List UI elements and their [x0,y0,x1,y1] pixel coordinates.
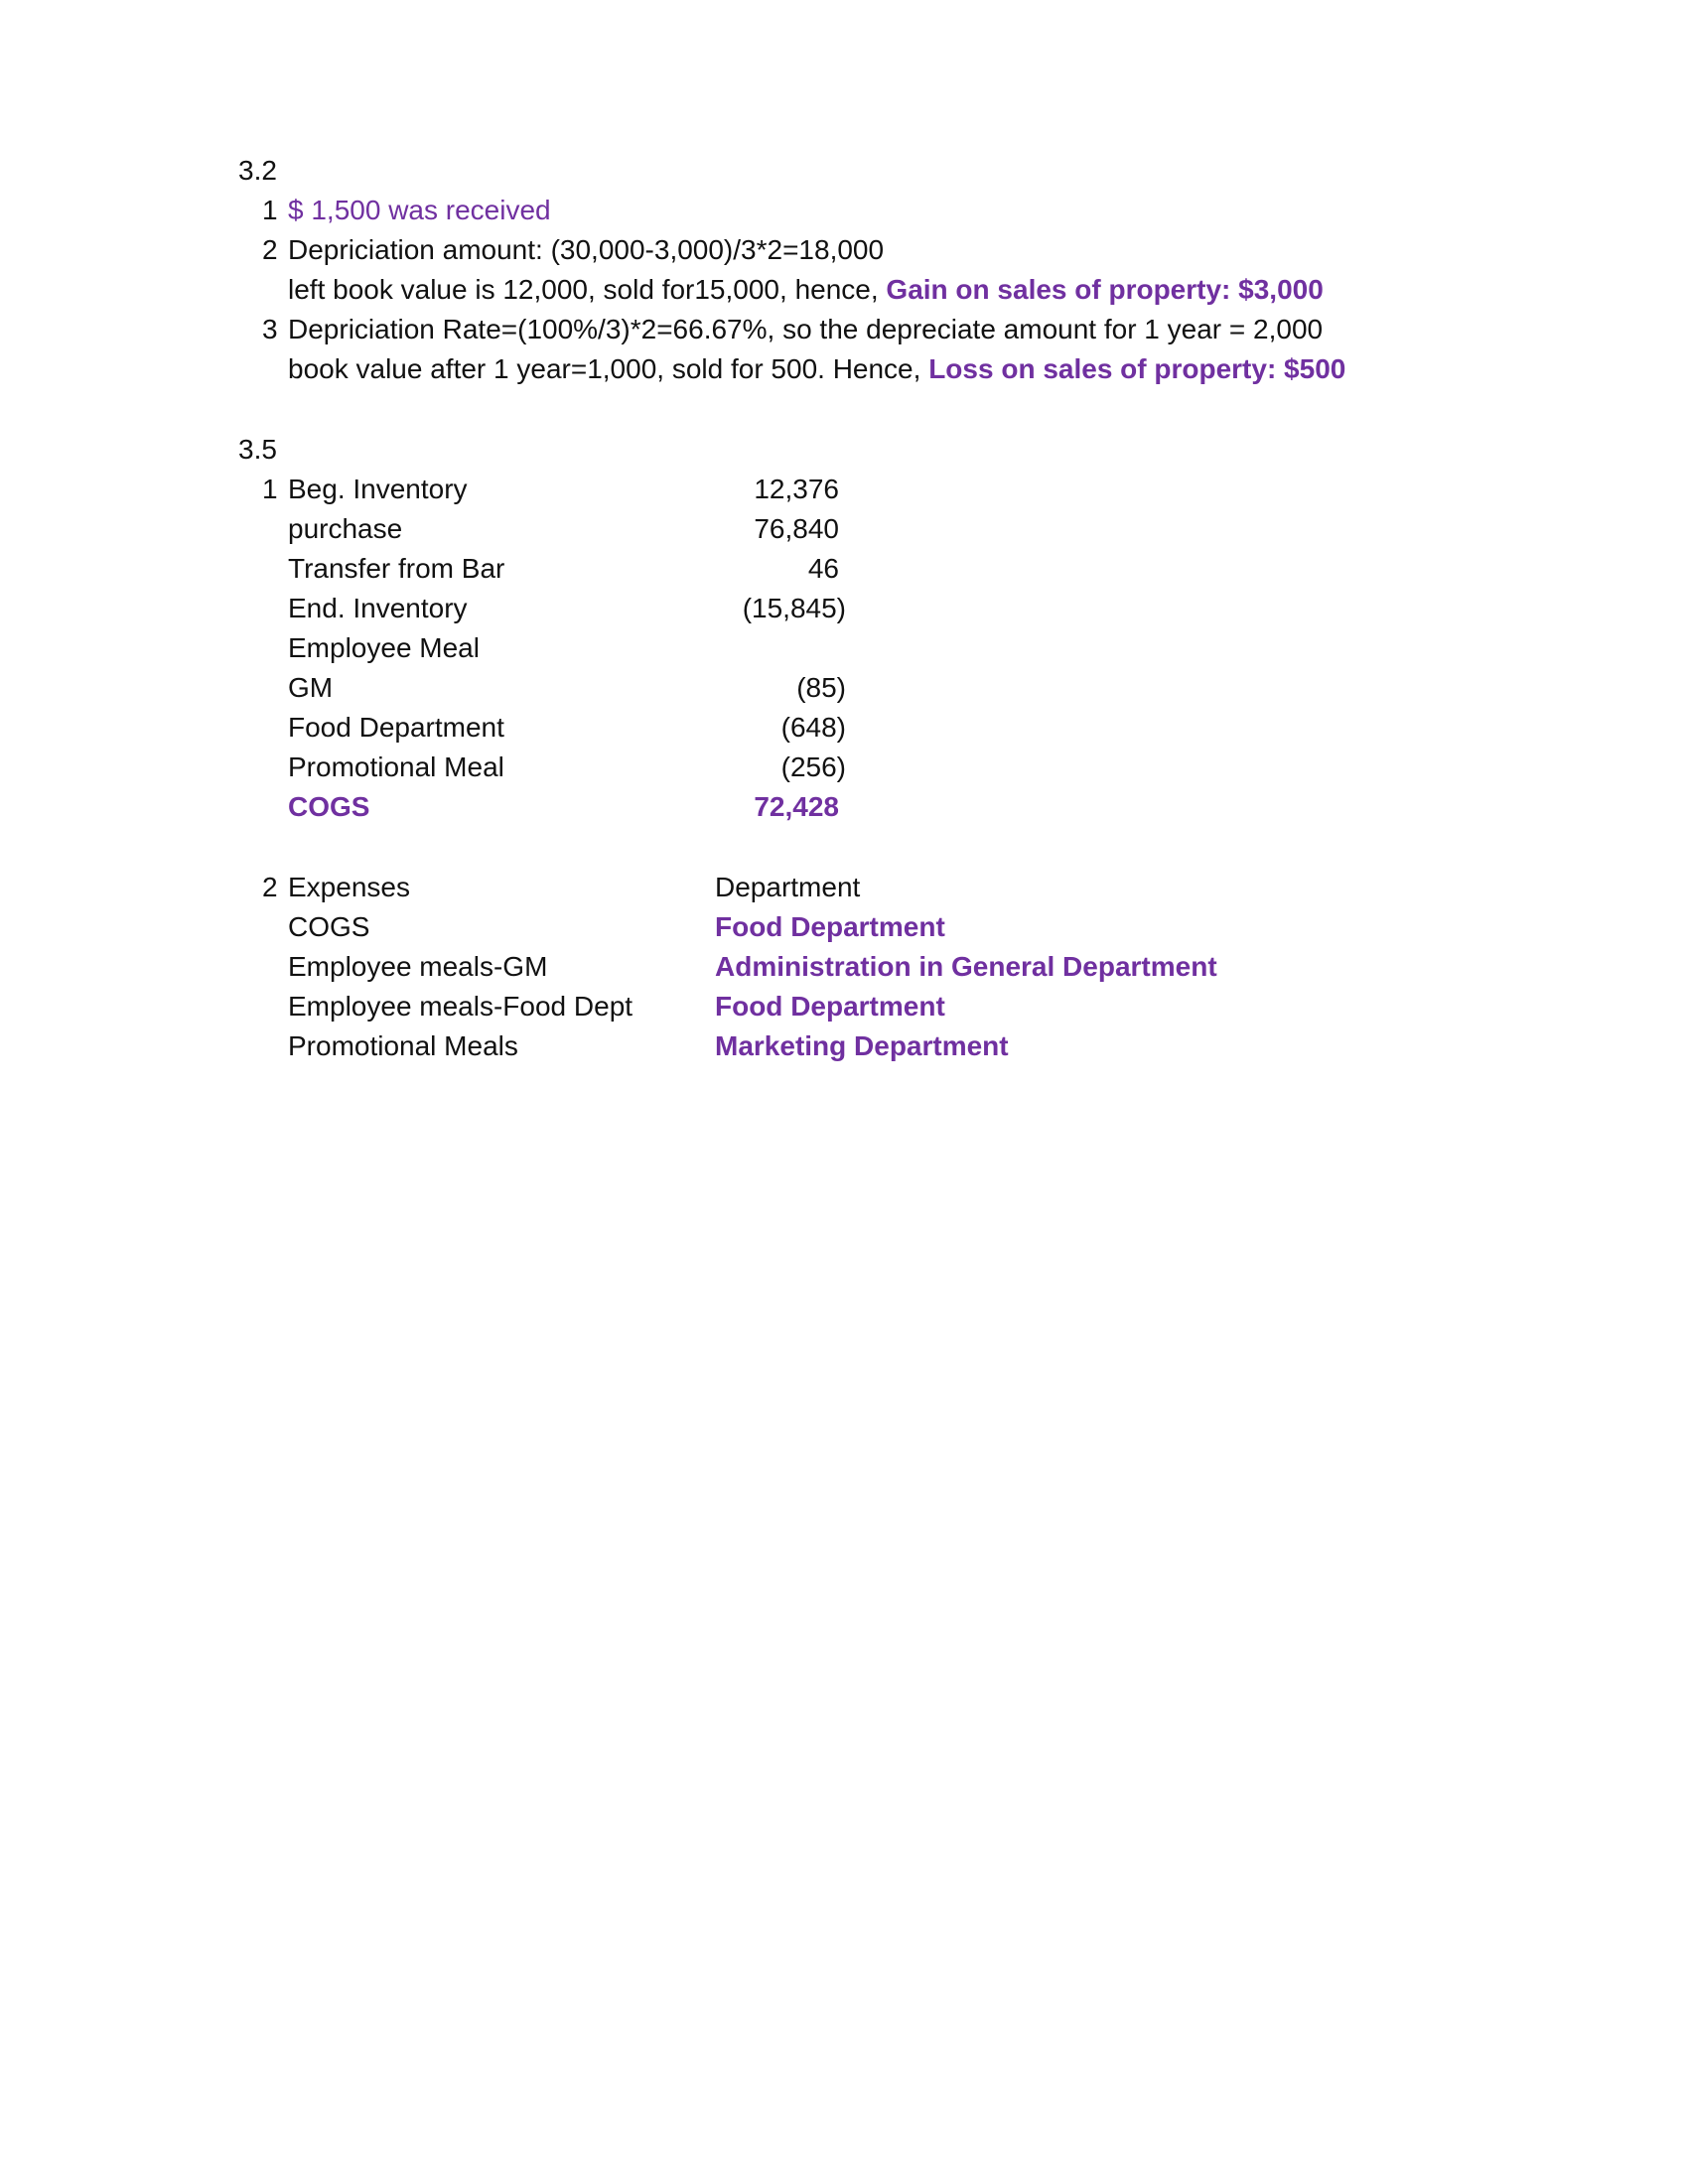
cogs-row-value: 76,840 [754,513,839,544]
section-3-2-heading: 3.2 [238,155,277,186]
department-answer: Marketing Department [715,1030,1009,1061]
cogs-total-value: 72,428 [754,791,839,822]
department-answer: Food Department [715,991,945,1022]
expenses-column-header: Expenses [288,872,410,902]
cogs-total-label: COGS [288,791,370,822]
item-index: 1 [262,195,278,225]
cogs-row-label: Promotional Meal [288,751,504,782]
cogs-row-value: (85) [796,672,846,703]
gain-on-sales-answer: Gain on sales of property: $3,000 [886,274,1324,305]
loss-explanation-text: book value after 1 year=1,000, sold for 500. Hence, [288,353,929,384]
expense-label: COGS [288,911,370,942]
cogs-row-label: purchase [288,513,403,544]
item-index: 2 [262,234,278,265]
cogs-row-value: (648) [780,712,846,743]
section-3-5-heading: 3.5 [238,434,277,465]
gain-explanation-text: left book value is 12,000, sold for15,000, hence, [288,274,887,305]
item-index: 1 [262,474,278,504]
cogs-row-value: (15,845) [742,593,846,623]
cogs-row-label: Food Department [288,712,504,743]
cogs-row-label: Beg. Inventory [288,474,468,504]
department-answer: Administration in General Department [715,951,1217,982]
cogs-row-label: Transfer from Bar [288,553,505,584]
department-column-header: Department [715,872,861,902]
expense-label: Employee meals-GM [288,951,548,982]
expense-label: Employee meals-Food Dept [288,991,633,1022]
expense-label: Promotional Meals [288,1030,518,1061]
cogs-row-value: 46 [807,553,839,584]
depreciation-rate-line: Depriciation Rate=(100%/3)*2=66.67%, so the depreciate amount for 1 year = 2,000 [288,314,1324,344]
cogs-row-label: End. Inventory [288,593,468,623]
cogs-row-value: (256) [780,751,846,782]
cogs-row-label: Employee Meal [288,632,480,663]
received-amount-answer: $ 1,500 was received [288,195,551,225]
item-index: 3 [262,314,278,344]
depreciation-amount-line: Depriciation amount: (30,000-3,000)/3*2=18,000 [288,234,885,265]
item-index: 2 [262,872,278,902]
department-answer: Food Department [715,911,945,942]
loss-explanation-line [288,351,1345,387]
cogs-row-value: 12,376 [754,474,839,504]
gain-explanation-line [288,272,1324,308]
loss-on-sales-answer: Loss on sales of property: $500 [928,353,1346,384]
cogs-row-label: GM [288,672,334,703]
